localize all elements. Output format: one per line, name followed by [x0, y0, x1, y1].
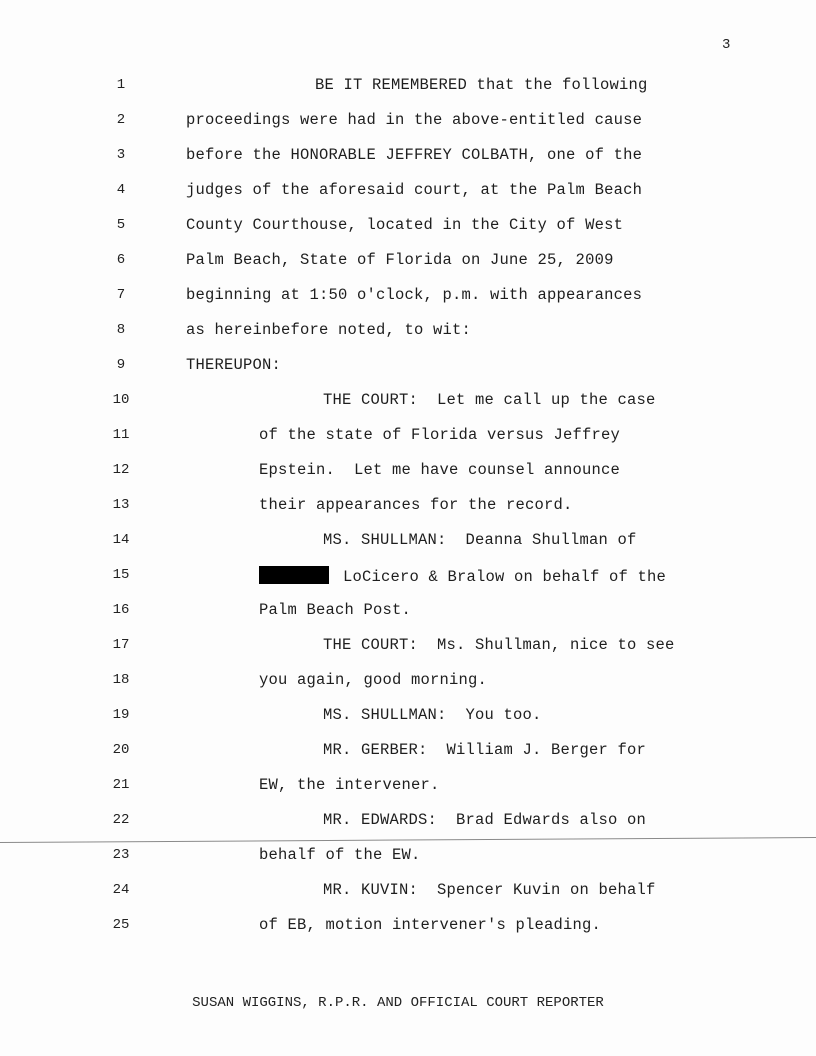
court-reporter-footer: SUSAN WIGGINS, R.P.R. AND OFFICIAL COURT REPORTER: [192, 995, 604, 1011]
transcript-line: of EB, motion intervener's pleading.: [259, 916, 602, 934]
transcript-line: THEREUPON:: [186, 356, 282, 374]
line-number: 2: [116, 112, 126, 128]
line-number: 6: [116, 252, 126, 268]
transcript-line: County Courthouse, located in the City of West: [186, 216, 624, 234]
scan-rule-line: [0, 837, 816, 843]
transcript-line: THE COURT: Let me call up the case: [323, 391, 656, 409]
transcript-line: MS. SHULLMAN: Deanna Shullman of: [323, 531, 637, 549]
line-number: 24: [112, 882, 130, 898]
transcript-line-text: LoCicero & Bralow on behalf of the: [343, 568, 667, 586]
line-number: 9: [116, 357, 126, 373]
line-number: 7: [116, 287, 126, 303]
line-number: 4: [116, 182, 126, 198]
transcript-line: proceedings were had in the above-entitled cause: [186, 111, 643, 129]
transcript-line: before the HONORABLE JEFFREY COLBATH, one of the: [186, 146, 643, 164]
line-number: 8: [116, 322, 126, 338]
transcript-line: MR. KUVIN: Spencer Kuvin on behalf: [323, 881, 656, 899]
line-number: 1: [116, 77, 126, 93]
line-number: 16: [112, 602, 130, 618]
line-number: 3: [116, 147, 126, 163]
line-number: 11: [112, 427, 130, 443]
line-number: 10: [112, 392, 130, 408]
transcript-line: EW, the intervener.: [259, 776, 440, 794]
transcript-line: their appearances for the record.: [259, 496, 573, 514]
line-number: 17: [112, 637, 130, 653]
transcript-line: Palm Beach, State of Florida on June 25, 2009: [186, 251, 614, 269]
transcript-line: you again, good morning.: [259, 671, 488, 689]
transcript-line: beginning at 1:50 o'clock, p.m. with appearances: [186, 286, 643, 304]
redaction-block: [259, 566, 329, 584]
line-number: 20: [112, 742, 130, 758]
transcript-line: behalf of the EW.: [259, 846, 421, 864]
page-number: 3: [722, 37, 731, 53]
line-number: 23: [112, 847, 130, 863]
line-number: 13: [112, 497, 130, 513]
line-number: 5: [116, 217, 126, 233]
transcript-line: judges of the aforesaid court, at the Palm Beach: [186, 181, 643, 199]
line-number: 18: [112, 672, 130, 688]
transcript-line: of the state of Florida versus Jeffrey: [259, 426, 621, 444]
line-number: 19: [112, 707, 130, 723]
line-number: 15: [112, 567, 130, 583]
line-number: 25: [112, 917, 130, 933]
transcript-line: MR. GERBER: William J. Berger for: [323, 741, 647, 759]
transcript-line: MR. EDWARDS: Brad Edwards also on: [323, 811, 647, 829]
transcript-line: Epstein. Let me have counsel announce: [259, 461, 621, 479]
transcript-line: Palm Beach Post.: [259, 601, 412, 619]
line-number: 21: [112, 777, 130, 793]
transcript-line: BE IT REMEMBERED that the following: [315, 76, 648, 94]
line-number: 22: [112, 812, 130, 828]
transcript-line: as hereinbefore noted, to wit:: [186, 321, 472, 339]
transcript-line: MS. SHULLMAN: You too.: [323, 706, 542, 724]
line-number: 12: [112, 462, 130, 478]
transcript-line-redacted: [259, 566, 666, 586]
line-number: 14: [112, 532, 130, 548]
transcript-line: THE COURT: Ms. Shullman, nice to see: [323, 636, 675, 654]
